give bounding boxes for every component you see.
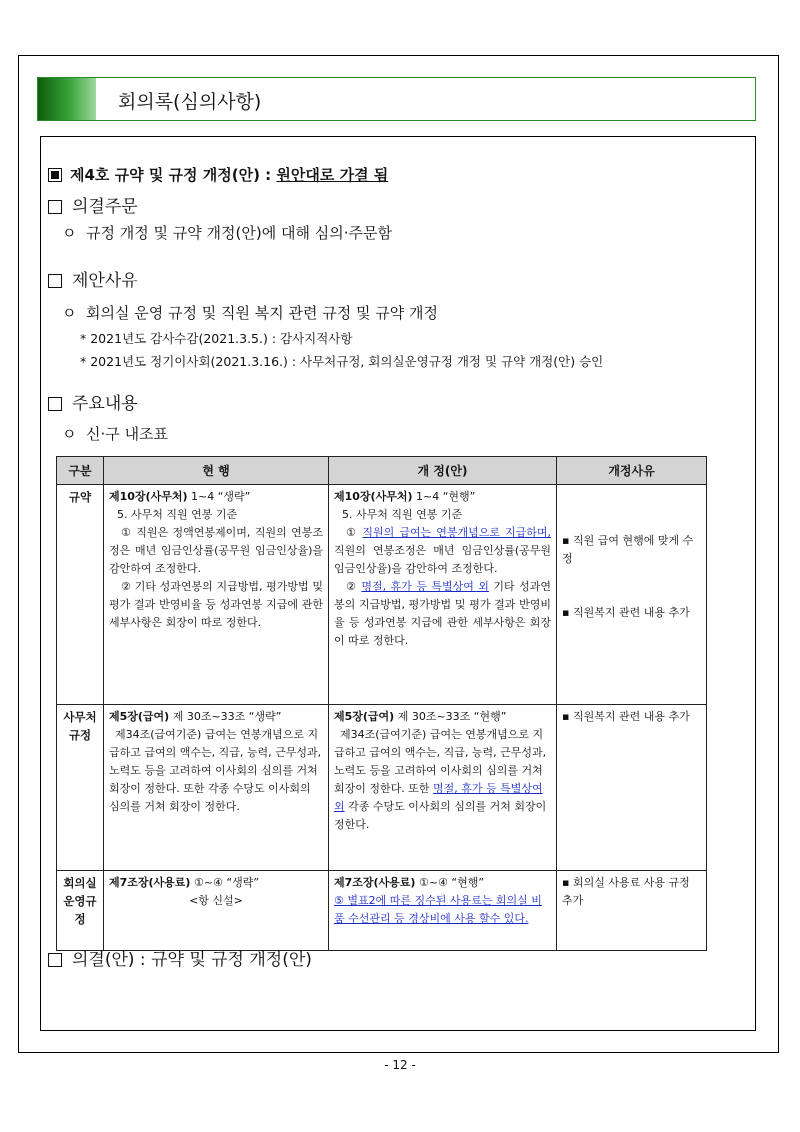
decision-line	[48, 164, 388, 185]
empty-square-icon	[48, 953, 62, 967]
decision-result: 원안대로 가결 됨	[276, 166, 389, 184]
bullet-icon: ㅇ	[62, 224, 77, 242]
comparison-table	[56, 456, 707, 951]
item-text: 신·구 내조표	[86, 425, 169, 443]
article-heading: 제10장(사무처) 1~4 “생략”	[109, 490, 251, 503]
sub-heading: <항 신설>	[189, 894, 243, 907]
table-row	[57, 871, 707, 951]
heading-text: 의결(안) : 규약 및 규정 개정(안)	[72, 950, 312, 970]
heading-main-content	[48, 389, 138, 414]
sub-heading: 5. 사무처 직원 연봉 기준	[342, 508, 463, 521]
reason-text: ▪ 직원복지 관련 내용 추가	[562, 606, 690, 619]
heading-text: 제안사유	[72, 271, 138, 291]
empty-square-icon	[48, 200, 62, 214]
resolution-item	[62, 222, 392, 243]
reason-cell	[557, 485, 707, 705]
revised-text-cell	[329, 705, 557, 871]
reason-note: * 2021년도 감사수감(2021.3.5.) : 감사지적사항	[80, 331, 353, 346]
heading-resolution	[48, 192, 138, 217]
reason-cell	[557, 871, 707, 951]
current-text-cell	[104, 485, 329, 705]
revised-text-cell	[329, 871, 557, 951]
bullet-icon: ㅇ	[62, 425, 77, 443]
article-heading: 제5장(급여) 제 30조~33조 “생략”	[109, 710, 282, 723]
amended-text: 명절, 휴가 등 특별상여 외	[361, 580, 489, 593]
table-row	[57, 705, 707, 871]
reason-note: * 2021년도 정기이사회(2021.3.16.) : 사무처규정, 회의실운영규정 개정 및 규약 개정(안) 승인	[80, 354, 604, 369]
article-heading: 제10장(사무처) 1~4 “현행”	[334, 490, 476, 503]
empty-square-icon	[48, 397, 62, 411]
paragraph: 제34조(급여기준) 급여는 연봉개념으로 지급하고 급여의 액수는, 직급, 능력, 근무성과, 노력도 등을 고려하여 이사회의 심의를 거쳐 회장이 정한다. 또한 각종 수당도 이사회의 심의를 거쳐 회장이 정한다.	[109, 728, 322, 813]
section-header	[37, 77, 756, 121]
row-category: 회의실 운영규정	[57, 871, 104, 951]
reason-cell	[557, 705, 707, 871]
row-category: 규약	[57, 485, 104, 705]
article-heading: 제5장(급여) 제 30조~33조 “현행”	[334, 710, 507, 723]
amended-text: 직원의 급여는 연봉개념으로 지급하며,	[362, 526, 551, 539]
main-content-item	[62, 423, 168, 444]
decision-prefix: 제4호 규약 및 규정 개정(안) :	[70, 166, 277, 184]
reason-text: ▪ 직원복지 관련 내용 추가	[562, 710, 690, 723]
reason-text: ▪ 회의실 사용료 사용 규정 추가	[562, 876, 690, 907]
amended-text: ⑤ 별표2에 따른 징수된 사용료는 회의실 비품 수선관리 등 경상비에 사용 할수 있다.	[334, 894, 542, 925]
current-text-cell	[104, 871, 329, 951]
bullet-icon: ㅇ	[62, 304, 77, 322]
item-text: 회의실 운영 규정 및 직원 복지 관련 규정 및 규약 개정	[86, 304, 439, 322]
table-header-row	[57, 457, 707, 485]
amended-text: 명절, 휴가 등 특별상여 외	[334, 782, 543, 813]
paragraph: ① 직원의 급여는 연봉개념으로 지급하며, 직원의 연봉조정은 매년 임금인상률(공무원 임금인상율)을 감안하여 조정한다.	[334, 526, 551, 575]
col-header-current: 현 행	[104, 457, 329, 485]
table-row	[57, 485, 707, 705]
header-accent-bar	[38, 78, 96, 120]
row-category: 사무처 규정	[57, 705, 104, 871]
heading-resolution-draft	[48, 945, 312, 970]
revised-text-cell	[329, 485, 557, 705]
heading-reason	[48, 266, 138, 291]
current-text-cell	[104, 705, 329, 871]
reason-text: ▪ 직원 급여 현행에 맞게 수정	[562, 534, 694, 565]
article-heading: 제7조장(사용료) ①~④ “현행”	[334, 876, 485, 889]
article-heading: 제7조장(사용료) ①~④ “생략”	[109, 876, 260, 889]
sub-heading: 5. 사무처 직원 연봉 기준	[117, 508, 238, 521]
col-header-revised: 개 정(안)	[329, 457, 557, 485]
paragraph: ① 직원은 정액연봉제이며, 직원의 연봉조정은 매년 임금인상률(공무원 임금인상율)을 감안하여 조정한다.	[109, 526, 323, 575]
filled-square-icon	[48, 168, 62, 182]
heading-text: 의결주문	[72, 197, 138, 217]
paragraph: ② 기타 성과연봉의 지급방법, 평가방법 및 평가 결과 반영비율 등 성과연봉 지급에 관한 세부사항은 회장이 따로 정한다.	[109, 580, 323, 629]
empty-square-icon	[48, 274, 62, 288]
reason-item	[62, 302, 438, 323]
item-text: 규정 개정 및 규약 개정(안)에 대해 심의·주문함	[86, 224, 392, 242]
heading-text: 주요내용	[72, 394, 138, 414]
page-title: 회의록(심의사항)	[118, 91, 262, 113]
paragraph: 제34조(급여기준) 급여는 연봉개념으로 지급하고 급여의 액수는, 직급, 능력, 근무성과, 노력도 등을 고려하여 이사회의 심의를 거쳐 회장이 정한다. 또한 명절, 휴가 등 특별상여 외 각종 수당도 이사회의 심의를 거쳐 회장이 정한다.	[334, 728, 547, 831]
col-header-reason: 개정사유	[557, 457, 707, 485]
col-header-category: 구분	[57, 457, 104, 485]
page-number: - 12 -	[384, 1058, 416, 1072]
paragraph: ② 명절, 휴가 등 특별상여 외 기타 성과연봉의 지급방법, 평가방법 및 평가 결과 반영비율 등 성과연봉 지급에 관한 세부사항은 회장이 따로 정한다.	[334, 580, 552, 647]
